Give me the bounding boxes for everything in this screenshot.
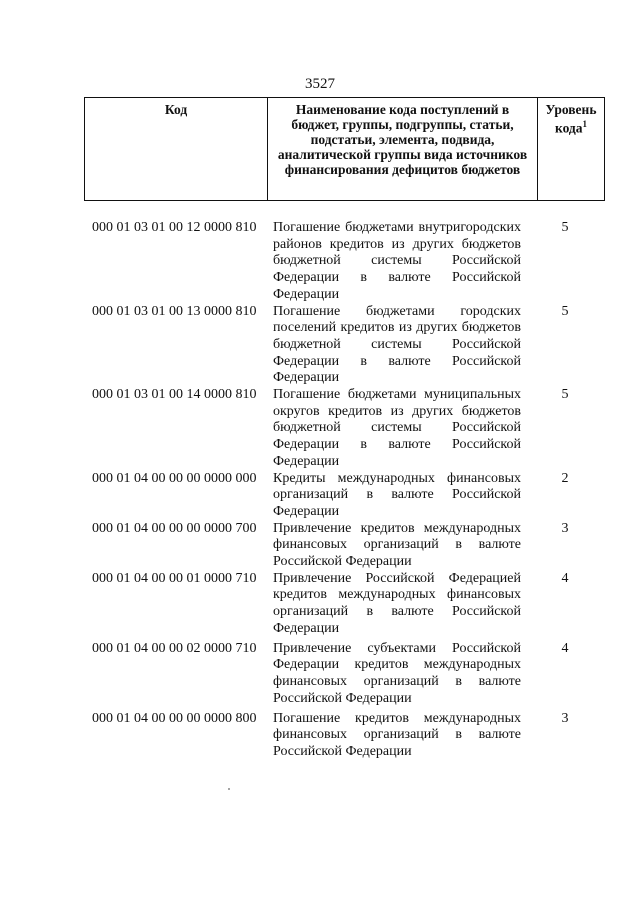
row-code: 000 01 03 01 00 13 0000 810 [92,303,257,319]
row-level: 2 [561,470,569,486]
table-row [92,220,592,304]
table-header [84,97,605,201]
header-level-text: Уровень код [545,102,597,136]
table-row [92,521,592,571]
table-row [92,641,592,711]
row-level: 5 [561,220,569,235]
header-level-suffix: а [575,120,583,136]
row-level: 3 [561,710,569,726]
row-level: 3 [561,520,569,536]
row-name: Погашение бюджетами городских поселений кредитов из других бюджетов бюджетной системы Российской Федерации в валюте Российской Федерации [273,303,521,386]
row-code: 000 01 04 00 00 02 0000 710 [92,640,257,656]
row-code: 000 01 04 00 00 01 0000 710 [92,570,257,586]
row-name: Привлечение субъектами Российской Федерации кредитов международных финансовых организаций в валюте Российской Федерации [273,640,521,706]
table-row [92,387,592,471]
table-row [92,571,592,641]
row-name: Привлечение кредитов международных финансовых организаций в валюте Российской Федерации [273,520,521,569]
row-level: 4 [561,570,569,586]
header-code: Код [85,98,268,200]
header-level-footnote: 1 [582,119,588,129]
row-level: 5 [561,303,569,319]
row-code: 000 01 04 00 00 00 0000 800 [92,710,257,726]
row-code: 000 01 04 00 00 00 0000 700 [92,520,257,536]
header-level [538,98,604,200]
row-code: 000 01 04 00 00 00 0000 000 [92,470,257,486]
scan-speck [228,788,230,790]
row-name: Погашение бюджетами внутригородских районов кредитов из других бюджетов бюджетной системы Российской Федерации в валюте Российской Федерации [273,220,521,302]
row-level: 4 [561,640,569,656]
table-row [92,304,592,388]
page-number: 3527 [305,76,335,92]
table-body [92,220,592,771]
row-code: 000 01 03 01 00 14 0000 810 [92,387,257,402]
table-row [92,711,592,771]
row-name: Привлечение Российской Федерацией кредитов международных финансовых организаций в валюте Российской Федерации [273,570,521,636]
row-name: Погашение бюджетами муниципальных округов кредитов из других бюджетов бюджетной системы Российской Федерации в валюте Российской Федерации [273,387,521,469]
row-name: Погашение кредитов международных финансовых организаций в валюте Российской Федерации [273,710,521,759]
row-code: 000 01 03 01 00 12 0000 810 [92,220,257,235]
table-row [92,471,592,521]
row-level: 5 [561,387,569,402]
header-name: Наименование кода поступлений в бюджет, группы, подгруппы, статьи, подстатьи, элемента, подвида, аналитической группы вида источников финансирования дефицитов бюджетов [268,98,538,200]
row-name: Кредиты международных финансовых организаций в валюте Российской Федерации [273,470,521,519]
